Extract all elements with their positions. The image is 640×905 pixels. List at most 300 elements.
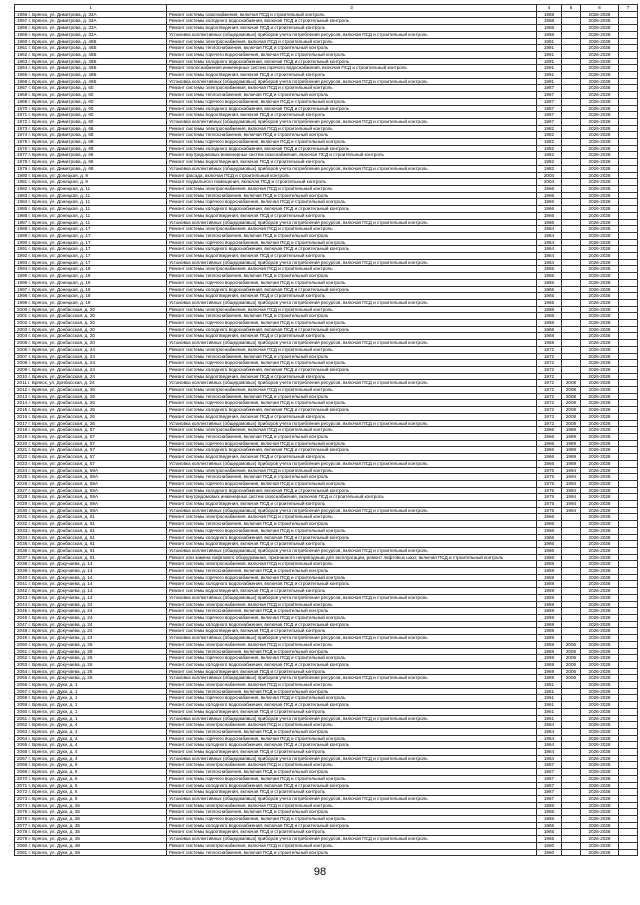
work-type-cell: Ремонт системы электроснабжения, включая ПСД и строительный контроль [167, 387, 537, 394]
build-year-cell: 1959 [537, 561, 562, 568]
planned-period-cell: 2026-2028 [581, 85, 619, 92]
overhaul-year-cell: 1989 [562, 440, 581, 447]
work-type-cell: Ремонт системы электроснабжения, включая ПСД и строительный контроль [167, 427, 537, 434]
overhaul-year-cell [562, 219, 581, 226]
overhaul-year-cell [562, 816, 581, 823]
extra-cell [619, 474, 638, 481]
table-row [15, 413, 638, 420]
extra-cell [619, 628, 638, 635]
planned-period-cell: 2026-2028 [581, 427, 619, 434]
build-year-cell: 1969 [537, 648, 562, 655]
table-row [15, 373, 638, 380]
planned-period-cell: 2026-2028 [581, 420, 619, 427]
address-cell: 2050 г. Брянск, ул. Докучаева, д. 26 [15, 641, 167, 648]
address-cell: 1991 г. Брянск, ул. Донецкая, д. 17 [15, 246, 167, 253]
planned-period-cell: 2026-2028 [581, 507, 619, 514]
work-type-cell: Ремонт системы холодного водоснабжения, включая ПСД и строительный контроль [167, 246, 537, 253]
address-cell: 2014 г. Брянск, ул. Донбасская, д. 26 [15, 400, 167, 407]
overhaul-year-cell [562, 185, 581, 192]
table-row [15, 407, 638, 414]
overhaul-year-cell: 2008 [562, 400, 581, 407]
build-year-cell: 1965 [537, 836, 562, 843]
table-row [15, 816, 638, 823]
address-cell: 1962 г. Брянск, ул. Димитрова, д. 46Б [15, 51, 167, 58]
address-cell: 2045 г. Брянск, ул. Докучаева, д. 24 [15, 608, 167, 615]
table-row [15, 702, 638, 709]
build-year-cell: 1960 [537, 849, 562, 856]
table-row [15, 601, 638, 608]
overhaul-year-cell [562, 206, 581, 213]
extra-cell [619, 507, 638, 514]
build-year-cell: 1991 [537, 58, 562, 65]
table-row [15, 561, 638, 568]
overhaul-year-cell [562, 165, 581, 172]
build-year-cell: 1982 [537, 152, 562, 159]
address-cell: 2079 г. Брянск, ул. Дуки, д. 35 [15, 836, 167, 843]
work-type-cell: Ремонт системы холодного водоснабжения, включая ПСД и строительный контроль [167, 407, 537, 414]
address-cell: 2017 г. Брянск, ул. Донбасская, д. 26 [15, 420, 167, 427]
build-year-cell: 1964 [537, 722, 562, 729]
overhaul-year-cell [562, 98, 581, 105]
address-cell: 2072 г. Брянск, ул. Дуки, д. 6 [15, 789, 167, 796]
table-row [15, 735, 638, 742]
extra-cell [619, 427, 638, 434]
table-row [15, 574, 638, 581]
build-year-cell: 1975 [537, 474, 562, 481]
overhaul-year-cell [562, 112, 581, 119]
address-cell: 2040 г. Брянск, ул. Докучаева, д. 14 [15, 574, 167, 581]
extra-cell [619, 561, 638, 568]
overhaul-year-cell [562, 239, 581, 246]
table-row [15, 547, 638, 554]
address-cell: 2023 г. Брянск, ул. Донбасская, д. 57 [15, 460, 167, 467]
overhaul-year-cell [562, 822, 581, 829]
repair-schedule-sheet [14, 4, 637, 856]
address-cell: 1959 г. Брянск, ул. Димитрова, д. 33А [15, 31, 167, 38]
build-year-cell: 1961 [537, 715, 562, 722]
build-year-cell: 1975 [537, 480, 562, 487]
address-cell: 1958 г. Брянск, ул. Димитрова, д. 33А [15, 25, 167, 32]
build-year-cell: 1964 [537, 259, 562, 266]
overhaul-year-cell: 2008 [562, 393, 581, 400]
overhaul-year-cell [562, 360, 581, 367]
work-type-cell: Ремонт системы водоотведения, включая ПСД и строительный контроль [167, 588, 537, 595]
planned-period-cell: 2026-2028 [581, 594, 619, 601]
overhaul-year-cell [562, 628, 581, 635]
build-year-cell: 1966 [537, 527, 562, 534]
extra-cell [619, 795, 638, 802]
planned-period-cell: 2026-2028 [581, 641, 619, 648]
planned-period-cell: 2026-2028 [581, 722, 619, 729]
planned-period-cell: 2026-2028 [581, 31, 619, 38]
address-cell: 2081 г. Брянск, ул. Дуки, д. 38 [15, 849, 167, 856]
build-year-cell: 1961 [537, 708, 562, 715]
overhaul-year-cell [562, 366, 581, 373]
address-cell: 2078 г. Брянск, ул. Дуки, д. 35 [15, 829, 167, 836]
address-cell: 1966 г. Брянск, ул. Димитрова, д. 46Б [15, 78, 167, 85]
address-cell: 2020 г. Брянск, ул. Донбасская, д. 57 [15, 440, 167, 447]
work-type-cell: Установка коллективных (общедомовых) приборов учета потребления ресурсов, включая ПСД и строительный контроль [167, 460, 537, 467]
overhaul-year-cell [562, 259, 581, 266]
address-cell: 2075 г. Брянск, ул. Дуки, д. 35 [15, 809, 167, 816]
extra-cell [619, 621, 638, 628]
table-row [15, 152, 638, 159]
planned-period-cell: 2026-2028 [581, 608, 619, 615]
table-row [15, 521, 638, 528]
build-year-cell: 1975 [537, 487, 562, 494]
build-year-cell: 1969 [537, 661, 562, 668]
table-row [15, 253, 638, 260]
build-year-cell: 1966 [537, 514, 562, 521]
planned-period-cell: 2026-2028 [581, 132, 619, 139]
planned-period-cell: 2026-2028 [581, 434, 619, 441]
planned-period-cell: 2026-2028 [581, 561, 619, 568]
work-type-cell: Ремонт системы теплоснабжения, включая ПСД и строительный контроль [167, 273, 537, 280]
planned-period-cell: 2026-2028 [581, 340, 619, 347]
overhaul-year-cell: 1994 [562, 494, 581, 501]
work-type-cell: Ремонт системы холодного водоснабжения, включая ПСД и строительный контроль [167, 105, 537, 112]
build-year-cell: 1991 [537, 45, 562, 52]
table-row [15, 742, 638, 749]
build-year-cell: 1959 [537, 588, 562, 595]
table-row [15, 641, 638, 648]
table-row [15, 112, 638, 119]
table-row [15, 635, 638, 642]
work-type-cell: Ремонт системы теплоснабжения, включая ПСД и строительный контроль [167, 849, 537, 856]
planned-period-cell: 2026-2028 [581, 273, 619, 280]
work-type-cell: Ремонт системы водоотведения, включая ПСД и строительный контроль [167, 708, 537, 715]
build-year-cell: 1966 [537, 212, 562, 219]
page-number: 98 [313, 866, 327, 878]
overhaul-year-cell [562, 125, 581, 132]
overhaul-year-cell: 1989 [562, 434, 581, 441]
extra-cell [619, 340, 638, 347]
table-row [15, 72, 638, 79]
build-year-cell: 1967 [537, 105, 562, 112]
planned-period-cell: 2026-2028 [581, 708, 619, 715]
address-cell: 2024 г. Брянск, ул. Донбасская, д. 59А [15, 467, 167, 474]
build-year-cell: 1964 [537, 742, 562, 749]
overhaul-year-cell [562, 159, 581, 166]
planned-period-cell: 2026-2028 [581, 25, 619, 32]
address-cell: 1973 г. Брянск, ул. Димитрова, д. 68 [15, 125, 167, 132]
build-year-cell: 1968 [537, 25, 562, 32]
address-cell: 2061 г. Брянск, ул. Дуки, д. 1 [15, 715, 167, 722]
build-year-cell: 1966 [537, 434, 562, 441]
address-cell: 2077 г. Брянск, ул. Дуки, д. 35 [15, 822, 167, 829]
planned-period-cell: 2026-2028 [581, 655, 619, 662]
address-cell: 2073 г. Брянск, ул. Дуки, д. 6 [15, 795, 167, 802]
overhaul-year-cell [562, 608, 581, 615]
overhaul-year-cell: 2008 [562, 387, 581, 394]
extra-cell [619, 232, 638, 239]
build-year-cell: 1966 [537, 521, 562, 528]
address-cell: 2044 г. Брянск, ул. Докучаева, д. 24 [15, 601, 167, 608]
extra-cell [619, 534, 638, 541]
extra-cell [619, 172, 638, 179]
work-type-cell: Ремонт системы электроснабжения, включая ПСД и строительный контроль [167, 802, 537, 809]
table-row [15, 494, 638, 501]
table-row [15, 621, 638, 628]
work-type-cell: Ремонт системы теплоснабжения, включая ПСД и строительный контроль [167, 769, 537, 776]
planned-period-cell: 2026-2028 [581, 239, 619, 246]
overhaul-year-cell [562, 192, 581, 199]
extra-cell [619, 762, 638, 769]
extra-cell [619, 58, 638, 65]
planned-period-cell: 2026-2028 [581, 822, 619, 829]
planned-period-cell: 2026-2028 [581, 661, 619, 668]
work-type-cell: Ремонт системы горячего водоснабжения, включая ПСД и строительный контроль [167, 574, 537, 581]
work-type-cell: Ремонт системы теплоснабжения, включая ПСД и строительный контроль [167, 132, 537, 139]
overhaul-year-cell [562, 594, 581, 601]
work-type-cell: Ремонт системы электроснабжения, включая ПСД и строительный контроль [167, 226, 537, 233]
work-type-cell: Ремонт системы водоотведения, включая ПСД и строительный контроль [167, 333, 537, 340]
work-type-cell: Ремонт системы холодного водоснабжения, включая ПСД и строительный контроль [167, 145, 537, 152]
address-cell: 1986 г. Брянск, ул. Донецкая, д. 11 [15, 212, 167, 219]
table-row [15, 849, 638, 856]
extra-cell [619, 320, 638, 327]
overhaul-year-cell [562, 172, 581, 179]
table-row [15, 105, 638, 112]
build-year-cell: 1969 [537, 655, 562, 662]
build-year-cell: 1964 [537, 232, 562, 239]
extra-cell [619, 648, 638, 655]
overhaul-year-cell [562, 755, 581, 762]
overhaul-year-cell [562, 340, 581, 347]
address-cell: 2022 г. Брянск, ул. Донбасская, д. 57 [15, 454, 167, 461]
work-type-cell: Ремонт системы газоснабжения, включая ПСД и строительный контроль [167, 11, 537, 18]
overhaul-year-cell: 2006 [562, 661, 581, 668]
extra-cell [619, 78, 638, 85]
extra-cell [619, 85, 638, 92]
overhaul-year-cell [562, 534, 581, 541]
work-type-cell: Ремонт системы электроснабжения, включая ПСД и строительный контроль [167, 682, 537, 689]
address-cell: 2057 г. Брянск, ул. Дуки, д. 1 [15, 688, 167, 695]
build-year-cell: 1966 [537, 206, 562, 213]
work-type-cell: Установка коллективных (общедомовых) приборов учета потребления ресурсов, включая ПСД и строительный контроль [167, 675, 537, 682]
work-type-cell: Ремонт системы горячего водоснабжения, включая ПСД и строительный контроль [167, 320, 537, 327]
extra-cell [619, 366, 638, 373]
overhaul-year-cell: 2008 [562, 380, 581, 387]
planned-period-cell: 2026-2028 [581, 72, 619, 79]
address-cell: 1974 г. Брянск, ул. Димитрова, д. 68 [15, 132, 167, 139]
extra-cell [619, 98, 638, 105]
table-row [15, 474, 638, 481]
build-year-cell: 1959 [537, 574, 562, 581]
build-year-cell: 1969 [537, 628, 562, 635]
overhaul-year-cell [562, 65, 581, 72]
overhaul-year-cell: 1989 [562, 427, 581, 434]
extra-cell [619, 206, 638, 213]
planned-period-cell: 2026-2028 [581, 802, 619, 809]
extra-cell [619, 541, 638, 548]
build-year-cell: 1982 [537, 125, 562, 132]
address-cell: 1978 г. Брянск, ул. Димитрова, д. 68 [15, 159, 167, 166]
work-type-cell: Установка коллективных (общедомовых) приборов учета потребления ресурсов, включая ПСД и строительный контроль [167, 219, 537, 226]
address-cell: 2010 г. Брянск, ул. Донбасская, д. 24 [15, 373, 167, 380]
extra-cell [619, 581, 638, 588]
extra-cell [619, 816, 638, 823]
planned-period-cell: 2026-2028 [581, 152, 619, 159]
extra-cell [619, 661, 638, 668]
address-cell: 2033 г. Брянск, ул. Донбасская, д. 61 [15, 527, 167, 534]
planned-period-cell: 2026-2028 [581, 541, 619, 548]
work-type-cell: Ремонт системы водоотведения, включая ПСД и строительный контроль [167, 253, 537, 260]
address-cell: 1993 г. Брянск, ул. Донецкая, д. 17 [15, 259, 167, 266]
table-row [15, 762, 638, 769]
table-row [15, 78, 638, 85]
extra-cell [619, 92, 638, 99]
address-cell: 2039 г. Брянск, ул. Докучаева, д. 14 [15, 568, 167, 575]
extra-cell [619, 789, 638, 796]
address-cell: 2011 г. Брянск, ул. Донбасская, д. 24 [15, 380, 167, 387]
build-year-cell: 1966 [537, 454, 562, 461]
extra-cell [619, 105, 638, 112]
extra-cell [619, 588, 638, 595]
work-type-cell: Установка коллективных (общедомовых) приборов учета потребления ресурсов, включая ПСД и строительный контроль [167, 165, 537, 172]
overhaul-year-cell [562, 775, 581, 782]
overhaul-year-cell [562, 742, 581, 749]
address-cell: 2021 г. Брянск, ул. Донбасская, д. 57 [15, 447, 167, 454]
planned-period-cell: 2026-2028 [581, 58, 619, 65]
extra-cell [619, 387, 638, 394]
extra-cell [619, 145, 638, 152]
address-cell: 2004 г. Брянск, ул. Донбасская, д. 20 [15, 333, 167, 340]
address-cell: 2070 г. Брянск, ул. Дуки, д. 6 [15, 775, 167, 782]
work-type-cell: Ремонт системы электроснабжения, включая ПСД и строительный контроль [167, 185, 537, 192]
planned-period-cell: 2026-2028 [581, 360, 619, 367]
build-year-cell: 1966 [537, 185, 562, 192]
table-row [15, 320, 638, 327]
table-row [15, 179, 638, 186]
table-row [15, 447, 638, 454]
planned-period-cell: 2026-2028 [581, 628, 619, 635]
overhaul-year-cell [562, 179, 581, 186]
work-type-cell: Ремонт системы водоотведения, включая ПСД и строительный контроль [167, 454, 537, 461]
table-row [15, 65, 638, 72]
extra-cell [619, 72, 638, 79]
address-cell: 2034 г. Брянск, ул. Донбасская, д. 61 [15, 534, 167, 541]
build-year-cell: 1967 [537, 789, 562, 796]
build-year-cell: 1975 [537, 507, 562, 514]
planned-period-cell: 2026-2028 [581, 702, 619, 709]
overhaul-year-cell [562, 333, 581, 340]
planned-period-cell: 2026-2028 [581, 547, 619, 554]
planned-period-cell: 2026-2028 [581, 366, 619, 373]
extra-cell [619, 51, 638, 58]
overhaul-year-cell [562, 836, 581, 843]
table-row [15, 45, 638, 52]
address-cell: 2000 г. Брянск, ул. Донбасская, д. 20 [15, 306, 167, 313]
address-cell: 2036 г. Брянск, ул. Донбасская, д. 61 [15, 547, 167, 554]
table-row [15, 480, 638, 487]
work-type-cell: Установка коллективных (общедомовых) приборов учета потребления ресурсов, включая ПСД и строительный контроль [167, 594, 537, 601]
overhaul-year-cell [562, 541, 581, 548]
table-row [15, 588, 638, 595]
address-cell: 2031 г. Брянск, ул. Донбасская, д. 61 [15, 514, 167, 521]
extra-cell [619, 708, 638, 715]
address-cell: 2009 г. Брянск, ул. Донбасская, д. 24 [15, 366, 167, 373]
address-cell: 2059 г. Брянск, ул. Дуки, д. 1 [15, 702, 167, 709]
work-type-cell: Ремонт системы горячего водоснабжения, включая ПСД и строительный контроль [167, 239, 537, 246]
build-year-cell: 1972 [537, 353, 562, 360]
address-cell: 1970 г. Брянск, ул. Димитрова, д. 60 [15, 105, 167, 112]
planned-period-cell: 2026-2028 [581, 125, 619, 132]
build-year-cell: 1964 [537, 239, 562, 246]
extra-cell [619, 333, 638, 340]
address-cell: 1964 г. Брянск, ул. Димитрова, д. 46Б [15, 65, 167, 72]
build-year-cell: 1966 [537, 219, 562, 226]
extra-cell [619, 547, 638, 554]
planned-period-cell: 2026-2028 [581, 682, 619, 689]
overhaul-year-cell [562, 802, 581, 809]
address-cell: 1985 г. Брянск, ул. Донецкая, д. 11 [15, 206, 167, 213]
address-cell: 2066 г. Брянск, ул. Дуки, д. 4 [15, 749, 167, 756]
extra-cell [619, 614, 638, 621]
planned-period-cell: 2026-2028 [581, 232, 619, 239]
extra-cell [619, 407, 638, 414]
header-col-5: 5 [562, 5, 581, 12]
build-year-cell: 1969 [537, 668, 562, 675]
build-year-cell: 1982 [537, 139, 562, 146]
address-cell: 2047 г. Брянск, ул. Докучаева, д. 24 [15, 621, 167, 628]
address-cell: 1997 г. Брянск, ул. Донецкая, д. 19 [15, 286, 167, 293]
extra-cell [619, 31, 638, 38]
work-type-cell: Ремонт системы водоотведения, включая ПСД и строительный контроль [167, 373, 537, 380]
overhaul-year-cell [562, 306, 581, 313]
build-year-cell: 1959 [537, 568, 562, 575]
table-row [15, 293, 638, 300]
overhaul-year-cell: 2008 [562, 407, 581, 414]
build-year-cell: 1961 [537, 702, 562, 709]
extra-cell [619, 226, 638, 233]
planned-period-cell: 2026-2028 [581, 373, 619, 380]
table-row [15, 440, 638, 447]
table-row [15, 628, 638, 635]
repair-schedule-table [14, 4, 638, 856]
work-type-cell: Ремонт системы электроснабжения, включая ПСД и строительный контроль [167, 266, 537, 273]
planned-period-cell: 2026-2028 [581, 306, 619, 313]
planned-period-cell: 2026-2028 [581, 762, 619, 769]
build-year-cell: 1991 [537, 51, 562, 58]
work-type-cell: Ремонт системы холодного водоснабжения, включая ПСД и строительный контроль [167, 487, 537, 494]
extra-cell [619, 521, 638, 528]
work-type-cell: Ремонт внутридомовых инженерных систем газоснабжения, включая ПСД и строительный контроль [167, 494, 537, 501]
address-cell: 1967 г. Брянск, ул. Димитрова, д. 60 [15, 85, 167, 92]
address-cell: 2032 г. Брянск, ул. Донбасская, д. 61 [15, 521, 167, 528]
address-cell: 2046 г. Брянск, ул. Докучаева, д. 24 [15, 614, 167, 621]
table-row [15, 326, 638, 333]
overhaul-year-cell [562, 286, 581, 293]
address-cell: 2058 г. Брянск, ул. Дуки, д. 1 [15, 695, 167, 702]
table-row [15, 11, 638, 18]
table-row [15, 749, 638, 756]
address-cell: 2069 г. Брянск, ул. Дуки, д. 6 [15, 769, 167, 776]
work-type-cell: Ремонт системы электроснабжения, включая ПСД и строительный контроль [167, 762, 537, 769]
planned-period-cell: 2026-2028 [581, 246, 619, 253]
extra-cell [619, 346, 638, 353]
work-type-cell: Ремонт системы холодного водоснабжения, включая ПСД и строительный контроль [167, 742, 537, 749]
work-type-cell: Ремонт системы горячего водоснабжения, включая ПСД и строительный контроль [167, 440, 537, 447]
table-row [15, 192, 638, 199]
extra-cell [619, 594, 638, 601]
overhaul-year-cell [562, 45, 581, 52]
extra-cell [619, 829, 638, 836]
table-row [15, 266, 638, 273]
work-type-cell: Ремонт системы холодного водоснабжения, включая ПСД и строительный контроль [167, 447, 537, 454]
work-type-cell: Ремонт системы холодного водоснабжения, включая ПСД и строительный контроль [167, 286, 537, 293]
table-row [15, 340, 638, 347]
